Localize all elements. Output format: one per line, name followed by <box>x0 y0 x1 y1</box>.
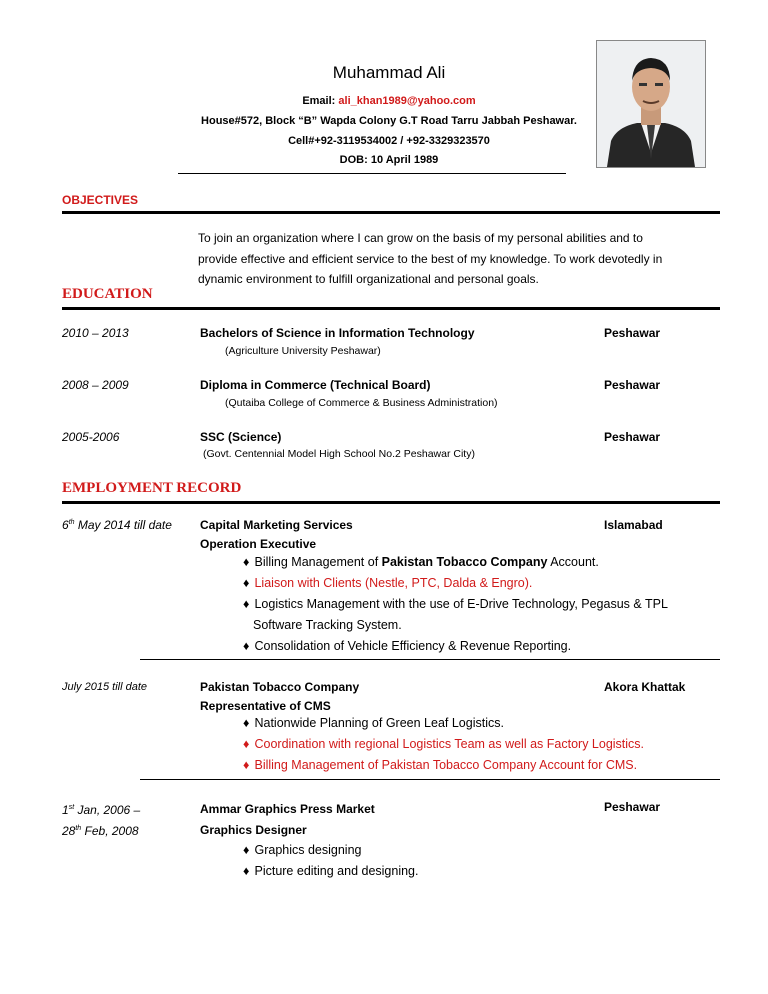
job-company: Ammar Graphics Press Market <box>200 802 375 816</box>
diamond-icon: ♦ <box>243 758 250 772</box>
bullet-item: ♦ Coordination with regional Logistics Team as well as Factory Logistics. <box>243 734 713 755</box>
job-date: 1st Jan, 2006 – 28th Feb, 2008 <box>62 803 141 838</box>
education-title: EDUCATION <box>62 286 153 302</box>
diamond-icon: ♦ <box>243 843 250 857</box>
edu-institution: (Govt. Centennial Model High School No.2 Peshawar City) <box>203 448 475 460</box>
job-place: Akora Khattak <box>604 680 686 694</box>
job-role: Operation Executive <box>200 537 317 551</box>
objectives-title: OBJECTIVES <box>62 193 139 207</box>
email-link[interactable]: ali_khan1989@yahoo.com <box>338 95 476 107</box>
employment-rule <box>62 501 720 504</box>
diamond-icon: ♦ <box>243 716 250 730</box>
objectives-rule <box>62 211 720 214</box>
edu-date: 2005-2006 <box>62 430 120 444</box>
employment-title: EMPLOYMENT RECORD <box>62 480 242 496</box>
bullet-item: ♦ Nationwide Planning of Green Leaf Logistics. <box>243 713 713 734</box>
email-line <box>150 95 628 107</box>
bullet-item: ♦ Logistics Management with the use of E-Drive Technology, Pegasus & TPL <box>243 594 713 615</box>
edu-degree: SSC (Science) <box>200 430 282 444</box>
dob-line: DOB: 10 April 1989 <box>339 154 439 166</box>
objective-line: dynamic environment to fulfill organizational and personal goals. <box>198 272 539 286</box>
job-date: 6th May 2014 till date <box>62 518 172 532</box>
objective-line: To join an organization where I can grow on the basis of my personal abilities and to <box>198 231 643 245</box>
job-company: Pakistan Tobacco Company <box>200 680 360 694</box>
diamond-icon: ♦ <box>243 555 250 569</box>
bullet-item: ♦ Billing Management of Pakistan Tobacco Company Account for CMS. <box>243 755 713 776</box>
job-bullets <box>243 552 713 657</box>
address-line: House#572, Block “B” Wapda Colony G.T Road Tarru Jabbah Peshawar. <box>201 115 577 127</box>
job-role: Graphics Designer <box>200 823 307 837</box>
job-company: Capital Marketing Services <box>200 518 353 532</box>
cell-line: Cell#+92-3119534002 / +92-3329323570 <box>288 135 490 147</box>
candidate-name: Muhammad Ali <box>332 63 446 82</box>
edu-place: Peshawar <box>604 430 661 444</box>
bullet-item: ♦ Consolidation of Vehicle Efficiency & Revenue Reporting. <box>243 636 713 657</box>
job-place: Peshawar <box>604 800 661 814</box>
job-divider <box>140 779 720 780</box>
edu-degree: Diploma in Commerce (Technical Board) <box>200 378 431 392</box>
edu-date: 2008 – 2009 <box>62 378 129 392</box>
education-rule <box>62 307 720 310</box>
bullet-item: ♦ Picture editing and designing. <box>243 861 713 882</box>
diamond-icon: ♦ <box>243 576 250 590</box>
job-role: Representative of CMS <box>200 699 331 713</box>
job-divider <box>140 659 720 660</box>
objective-line: provide effective and efficient service to the best of my knowledge. To work devotedly in <box>198 251 663 266</box>
diamond-icon: ♦ <box>243 597 250 611</box>
edu-place: Peshawar <box>604 378 661 392</box>
bullet-item: ♦ Billing Management of Pakistan Tobacco Company Account. <box>243 552 713 573</box>
edu-institution: (Qutaiba College of Commerce & Business Administration) <box>225 397 498 409</box>
edu-date: 2010 – 2013 <box>62 326 129 340</box>
header-divider <box>178 173 566 174</box>
job-place: Islamabad <box>604 518 663 532</box>
job-heading <box>200 799 375 841</box>
job-heading <box>200 516 353 554</box>
email-label: Email: <box>302 95 336 107</box>
edu-place: Peshawar <box>604 326 661 340</box>
job-bullets <box>243 840 713 882</box>
edu-institution: (Agriculture University Peshawar) <box>225 345 381 357</box>
diamond-icon: ♦ <box>243 737 250 751</box>
job-heading <box>200 678 359 716</box>
edu-degree: Bachelors of Science in Information Technology <box>200 326 475 340</box>
job-bullets <box>243 713 713 776</box>
profile-photo <box>596 40 706 168</box>
diamond-icon: ♦ <box>243 639 250 653</box>
objectives-text <box>198 228 728 290</box>
bullet-item: ♦ Liaison with Clients (Nestle, PTC, Dalda & Engro). <box>243 573 713 594</box>
bullet-item: ♦ Graphics designing <box>243 840 713 861</box>
diamond-icon: ♦ <box>243 864 250 878</box>
bullet-item-continued: Software Tracking System. <box>253 618 402 632</box>
job-date: July 2015 till date <box>62 681 147 693</box>
